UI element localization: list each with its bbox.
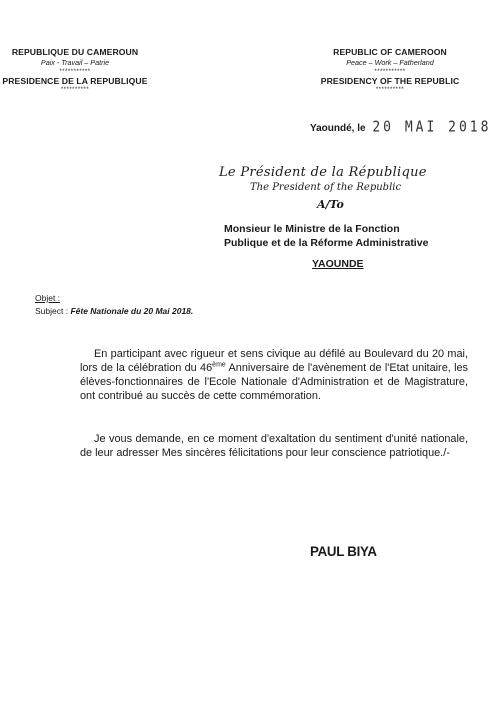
signature-name: PAUL BIYA	[310, 543, 377, 559]
sender-title-fr: Le Président de la République	[219, 165, 427, 180]
header-motto-fr: Paix - Travail – Patrie	[40, 58, 110, 67]
p1-superscript: ème	[212, 361, 226, 369]
date-stamp: 20 MAI 2018	[372, 118, 492, 137]
p1-text-before: En participant avec rigueur et sens civique au défilé au Boulevard du 20 mai, lors de la célébration du 46	[80, 348, 468, 375]
object-label: Objet :	[35, 293, 61, 303]
addressee	[224, 222, 428, 250]
date-line	[310, 120, 491, 135]
body-paragraph-1	[80, 347, 468, 403]
header-country-fr: REPUBLIQUE DU CAMEROUN	[11, 47, 139, 57]
body-paragraph-2: Je vous demande, en ce moment d'exaltation du sentiment d'unité nationale, de leur adresser Mes sincères félicitations pour leur conscience patriotique./-	[80, 433, 468, 460]
header-separator2-en: **********	[375, 87, 405, 93]
subject-value: Fête Nationale du 20 Mai 2018.	[70, 306, 194, 316]
p1-text-after: Anniversaire de l'avènement de l'Etat unitaire, les élèves-fonctionnaires de l'Ecole Nationale d'Administration et de Magistrature, ont contribué au succès de cette commémoration.	[80, 362, 468, 403]
header-separator2-fr: **********	[60, 87, 90, 93]
header-office-fr: PRESIDENCE DE LA REPUBLIQUE	[2, 76, 148, 86]
header-office-en: PRESIDENCY OF THE REPUBLIC	[320, 76, 460, 86]
header-separator-en: ***********	[374, 69, 406, 75]
addressee-line-1: Monsieur le Ministre de la Fonction	[224, 223, 400, 235]
addressee-city: YAOUNDE	[312, 258, 364, 270]
header-country-en: REPUBLIC OF CAMEROON	[333, 47, 447, 57]
header-separator-fr: ***********	[59, 69, 91, 75]
subject-label: Subject :	[35, 306, 69, 316]
date-label: Yaoundé, le	[310, 123, 366, 134]
subject-line	[35, 306, 193, 316]
addressee-line-2: Publique et de la Réforme Administrative	[224, 237, 429, 249]
to-label: A/To	[317, 198, 344, 211]
header-motto-en: Peace – Work – Fatherland	[346, 58, 434, 67]
sender-title-en: The President of the Republic	[250, 182, 402, 193]
